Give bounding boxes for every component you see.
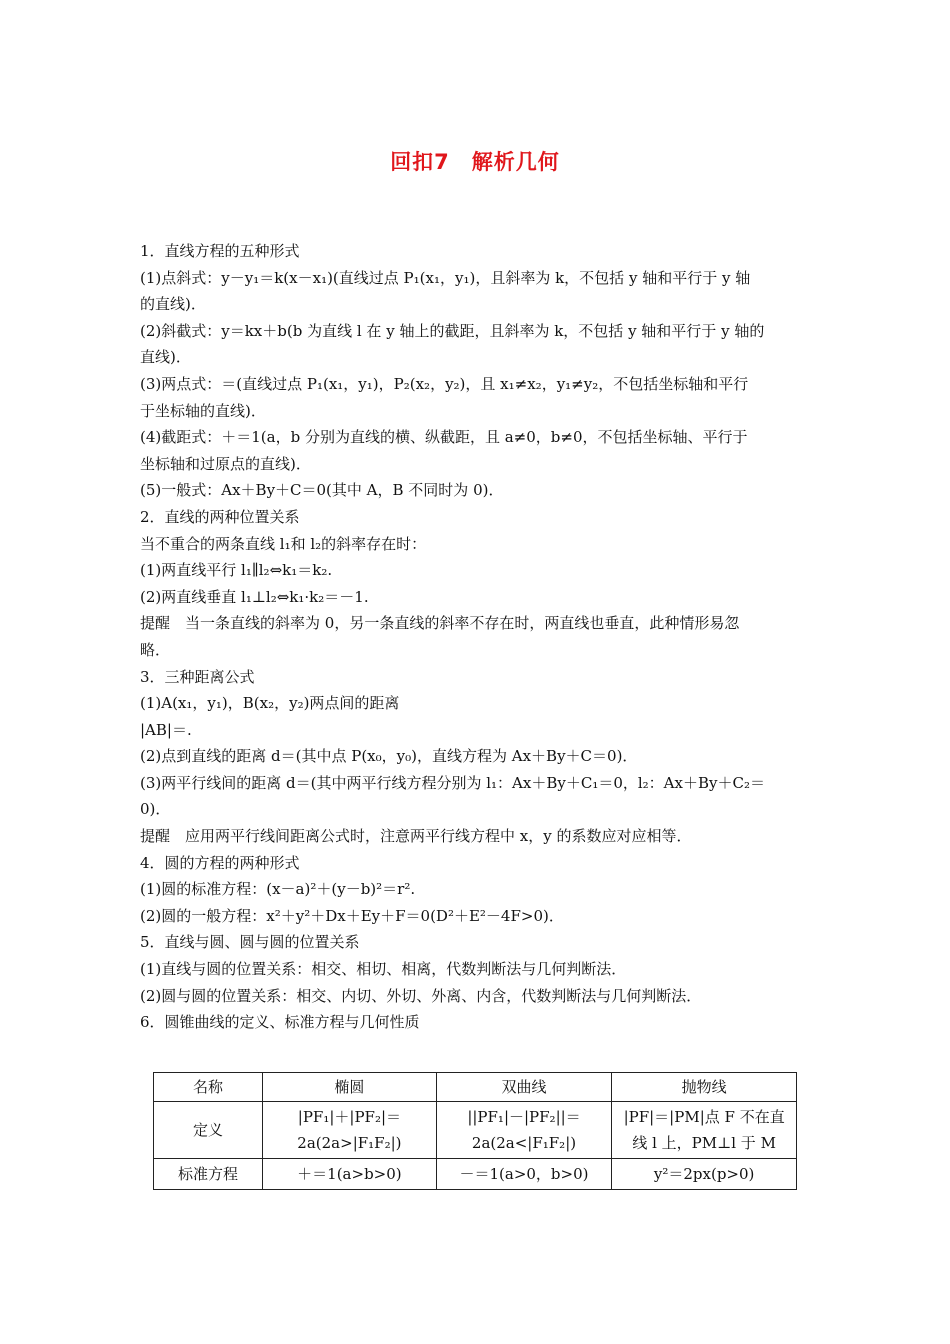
table-header-cell: 双曲线	[436, 1073, 612, 1102]
reminder-line: 提醒 当一条直线的斜率为 0，另一条直线的斜率不存在时，两直线也垂直，此种情形易忽	[140, 614, 740, 633]
page-title: 回扣7 解析几何	[390, 150, 560, 174]
text-line: (2)圆的一般方程：x²＋y²＋Dx＋Ey＋F＝0(D²＋E²－4F>0)．	[140, 906, 564, 925]
cell-line: ||PF₁|－|PF₂||＝	[467, 1108, 581, 1126]
text-line: (2)斜截式：y＝kx＋b(b 为直线 l 在 y 轴上的截距，且斜率为 k，不包括 y 轴和平行于 y 轴的	[140, 321, 765, 340]
text-line: 0)．	[140, 800, 171, 819]
table-row-standard-equation	[154, 1159, 797, 1190]
conic-sections-table	[153, 1072, 797, 1190]
section-heading-circle: 4．圆的方程的两种形式	[140, 853, 300, 872]
table-header-cell: 椭圆	[263, 1073, 437, 1102]
table-cell-label: 标准方程	[154, 1159, 263, 1190]
table-header-row	[154, 1073, 797, 1102]
table-header-cell: 抛物线	[612, 1073, 797, 1102]
table-cell	[612, 1102, 797, 1159]
table-cell-label: 定义	[154, 1102, 263, 1159]
text-line: (5)一般式：Ax＋By＋C＝0(其中 A，B 不同时为 0)．	[140, 481, 504, 500]
table-cell: y²＝2px(p>0)	[612, 1159, 797, 1190]
cell-line: |PF|＝|PM|点 F 不在直	[623, 1108, 785, 1126]
text-line: |AB|＝.	[140, 720, 192, 739]
text-line: (1)A(x₁，y₁)，B(x₂，y₂)两点间的距离	[140, 694, 400, 713]
cell-line: 2a(2a<|F₁F₂|)	[471, 1134, 577, 1152]
text-line: 略．	[140, 640, 171, 659]
text-line: (4)截距式：＋＝1(a，b 分别为直线的横、纵截距，且 a≠0，b≠0，不包括坐标轴、平行于	[140, 428, 748, 447]
cell-line: 2a(2a>|F₁F₂|)	[297, 1134, 402, 1152]
table-cell	[436, 1102, 612, 1159]
table-header-cell: 名称	[154, 1073, 263, 1102]
text-line: (1)两直线平行 l₁∥l₂⇔k₁＝k₂.	[140, 561, 333, 580]
table-cell: －＝1(a>0，b>0)	[436, 1159, 612, 1190]
text-line: (1)直线与圆的位置关系：相交、相切、相离，代数判断法与几何判断法．	[140, 960, 627, 979]
cell-line: 线 l 上，PM⊥l 于 M	[632, 1134, 776, 1152]
text-line: (1)点斜式：y－y₁＝k(x－x₁)(直线过点 P₁(x₁，y₁)，且斜率为 k，不包括 y 轴和平行于 y 轴	[140, 268, 751, 287]
table-cell: ＋＝1(a>b>0)	[263, 1159, 437, 1190]
text-line: 坐标轴和过原点的直线)．	[140, 454, 311, 473]
section-heading-conics: 6．圆锥曲线的定义、标准方程与几何性质	[140, 1013, 420, 1032]
table-cell	[263, 1102, 437, 1159]
text-line: 直线)．	[140, 348, 191, 367]
text-line: (2)点到直线的距离 d＝(其中点 P(x₀，y₀)，直线方程为 Ax＋By＋C＝0)．	[140, 747, 638, 766]
text-line: 于坐标轴的直线)．	[140, 401, 266, 420]
text-line: (1)圆的标准方程：(x－a)²＋(y－b)²＝r².	[140, 880, 416, 899]
section-heading-line-relations: 2．直线的两种位置关系	[140, 507, 300, 526]
section-heading-position: 5．直线与圆、圆与圆的位置关系	[140, 933, 360, 952]
text-line: (2)两直线垂直 l₁⊥l₂⇔k₁·k₂＝－1.	[140, 587, 369, 606]
section-heading-line-forms: 1．直线方程的五种形式	[140, 242, 300, 260]
text-line: 当不重合的两条直线 l₁和 l₂的斜率存在时：	[140, 534, 427, 553]
reminder-line: 提醒 应用两平行线间距离公式时，注意两平行线方程中 x，y 的系数应对应相等．	[140, 827, 692, 846]
table-row-definition	[154, 1102, 797, 1159]
cell-line: |PF₁|＋|PF₂|＝	[297, 1108, 402, 1126]
text-line: (2)圆与圆的位置关系：相交、内切、外切、外离、内含，代数判断法与几何判断法．	[140, 986, 702, 1005]
section-heading-distance: 3．三种距离公式	[140, 667, 255, 686]
document-body	[140, 238, 812, 1036]
text-line: 的直线)．	[140, 295, 206, 314]
text-line: (3)两平行线间的距离 d＝(其中两平行线方程分别为 l₁：Ax＋By＋C₁＝0，l₂：Ax＋By＋C₂＝	[140, 773, 765, 792]
text-line: (3)两点式：＝(直线过点 P₁(x₁，y₁)，P₂(x₂，y₂)，且 x₁≠x₂，y₁≠y₂，不包括坐标轴和平行	[140, 374, 749, 393]
